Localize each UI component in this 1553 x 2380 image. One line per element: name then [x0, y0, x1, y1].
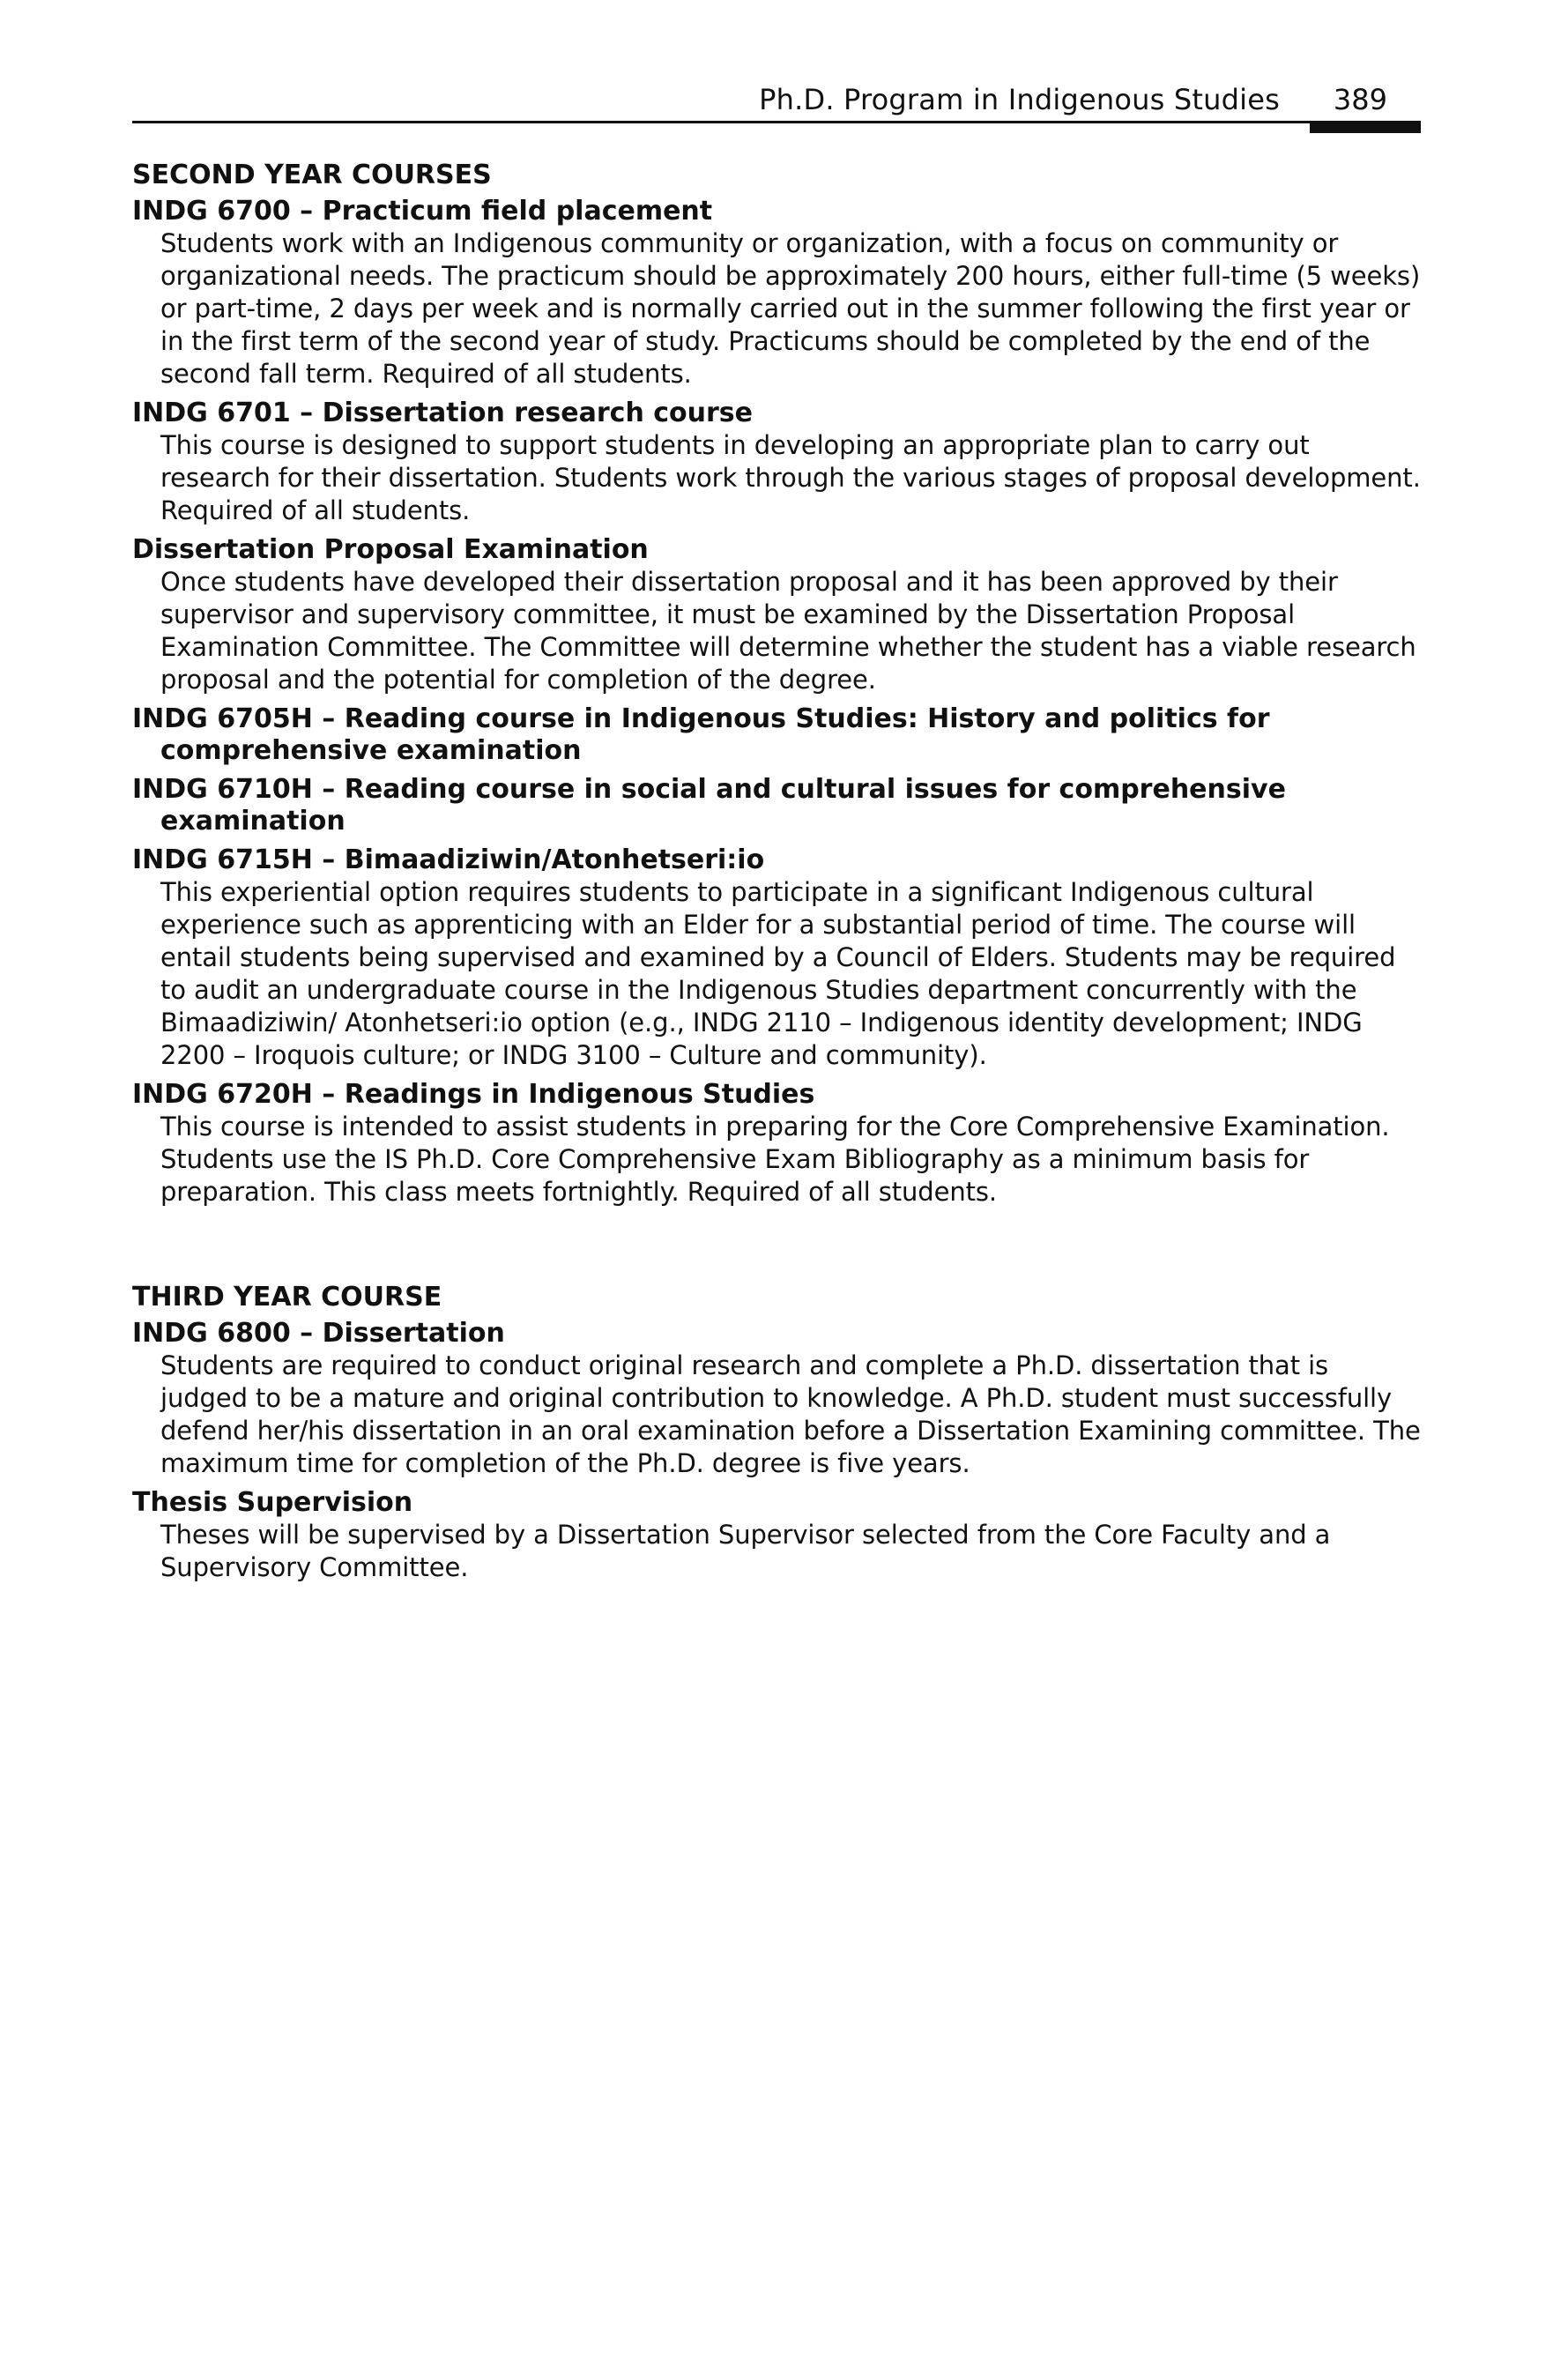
header-tab-marker — [1310, 121, 1421, 133]
course-description: Students work with an Indigenous community or organization, with a focus on community or organizational needs. The practicum should be approximately 200 hours, either full-time (5 weeks) or part-time, 2 days per week and is normally carried out in the summer following the first year or in the first term of the second year of study. Practicums should be completed by the end of the second fall term. Required of all students. — [160, 228, 1421, 389]
course-description: This course is intended to assist students in preparing for the Core Comprehensive Examination. Students use the IS Ph.D. Core Comprehensive Exam Bibliography as a minimum basis for preparation. This class meets fortnightly. Required of all students. — [160, 1112, 1390, 1207]
course-description: Students are required to conduct original research and complete a Ph.D. dissertation that is judged to be a mature and original contribution to knowledge. A Ph.D. student must successfully defend her/his dissertation in an oral examination before a Dissertation Examining committee. The maximum time for completion of the Ph.D. degree is five years. — [160, 1350, 1421, 1478]
course-title: Thesis Supervision — [132, 1487, 413, 1518]
page-content — [132, 159, 1421, 1584]
course-title: INDG 6701 – Dissertation research course — [132, 398, 754, 428]
course-title: Dissertation Proposal Examination — [132, 534, 649, 565]
course-entry — [132, 844, 1421, 1072]
course-title: INDG 6705H – Reading course in Indigenous Studies: History and politics for comprehensive examination — [132, 703, 1270, 766]
header-title: Ph.D. Program in Indigenous Studies — [759, 83, 1280, 116]
page-number: 389 — [1333, 83, 1387, 116]
course-entry — [132, 774, 1421, 837]
course-description: Theses will be supervised by a Dissertation Supervisor selected from the Core Faculty and a Supervisory Committee. — [160, 1520, 1331, 1582]
course-title: INDG 6710H – Reading course in social and cultural issues for comprehensive examination — [132, 774, 1286, 837]
section-spacer — [132, 1209, 1421, 1281]
section-heading: SECOND YEAR COURSES — [132, 160, 492, 190]
course-entry — [132, 1318, 1421, 1480]
course-entry — [132, 534, 1421, 696]
course-description: Once students have developed their dissertation proposal and it has been approved by their supervisor and supervisory committee, it must be examined by the Dissertation Proposal Examination Committee. The Committee will determine whether the student has a viable research proposal and the potential for completion of the degree. — [160, 567, 1416, 695]
running-header — [132, 81, 1421, 127]
course-entry — [132, 1487, 1421, 1584]
course-title: INDG 6720H – Readings in Indigenous Studies — [132, 1079, 815, 1110]
course-title: INDG 6800 – Dissertation — [132, 1318, 505, 1349]
course-title: INDG 6715H – Bimaadiziwin/Atonhetseri:io — [132, 844, 765, 875]
course-entry — [132, 196, 1421, 390]
course-entry — [132, 1079, 1421, 1209]
section-heading: THIRD YEAR COURSE — [132, 1282, 442, 1313]
course-description: This course is designed to support students in developing an appropriate plan to carry out research for their dissertation. Students work through the various stages of proposal development. Required of all students. — [160, 430, 1421, 525]
course-entry — [132, 703, 1421, 767]
course-description: This experiential option requires students to participate in a significant Indigenous cultural experience such as apprenticing with an Elder for a substantial period of time. The course will entail students being supervised and examined by a Council of Elders. Students may be required to audit an undergraduate course in the Indigenous Studies department concurrently with the Bimaadiziwin/ Atonhetseri:io option (e.g., INDG 2110 – Indigenous identity development; INDG 2200 – Iroquois culture; or INDG 3100 – Culture and community). — [160, 877, 1396, 1070]
third-year-section — [132, 1281, 1421, 1584]
course-entry — [132, 398, 1421, 527]
course-title: INDG 6700 – Practicum field placement — [132, 196, 713, 227]
header-rule — [132, 121, 1421, 123]
second-year-section — [132, 159, 1421, 1209]
